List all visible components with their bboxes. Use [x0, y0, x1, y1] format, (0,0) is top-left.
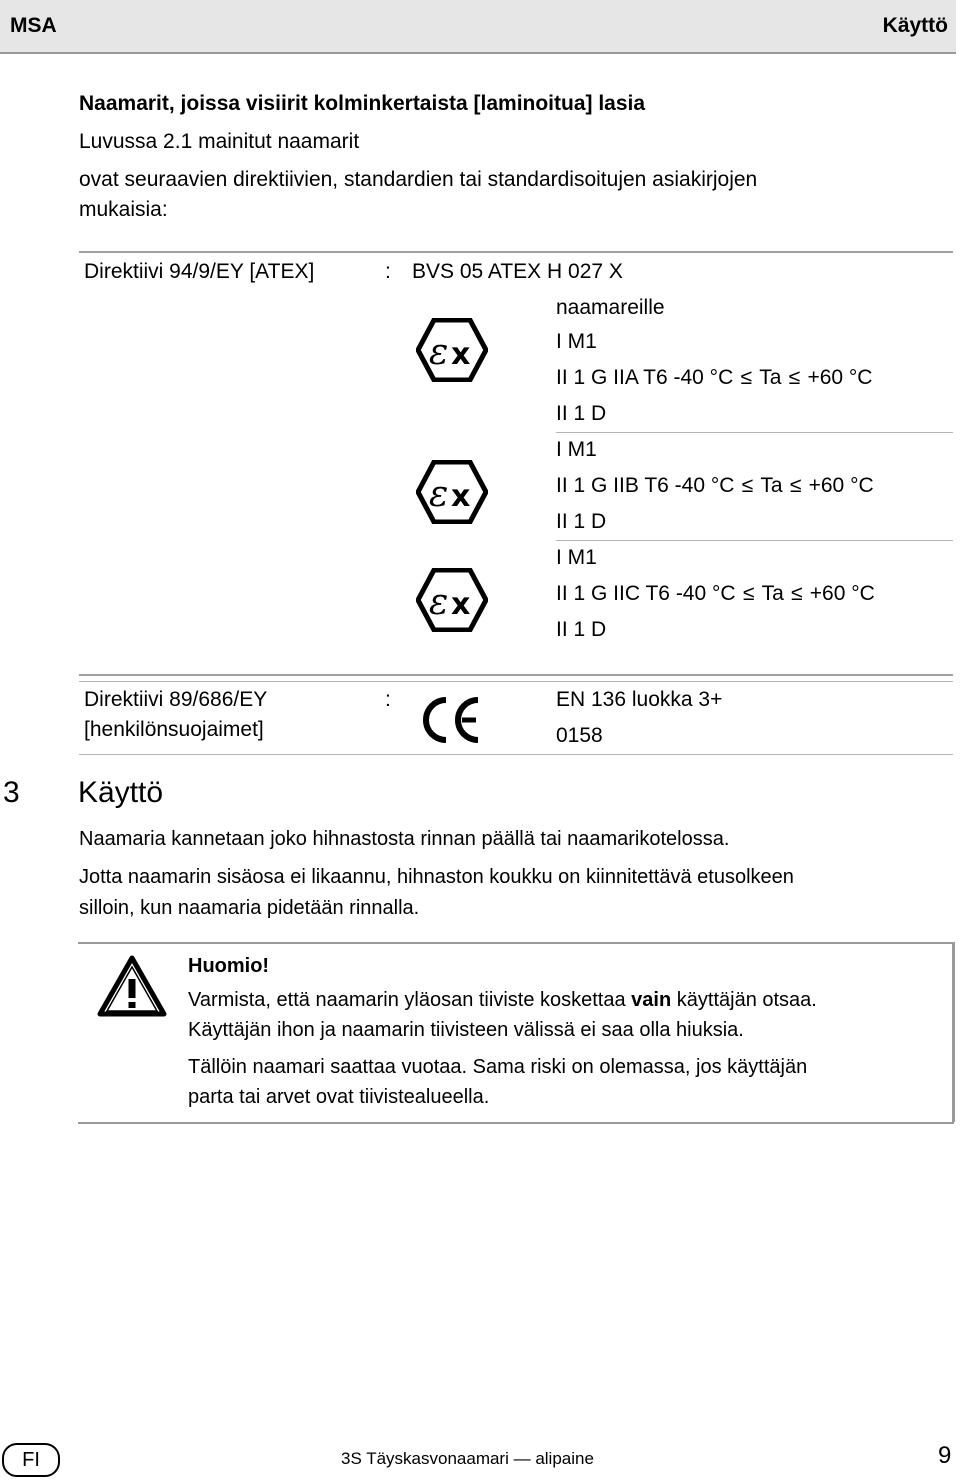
atex-line: II 1 D [556, 402, 607, 425]
svg-text:ɛ: ɛ [429, 332, 449, 373]
language-badge: FI [2, 1443, 60, 1477]
warning-line: Varmista, että naamarin yläosan tiiviste koskettaa vain käyttäjän otsaa. [188, 989, 817, 1011]
intro-heading: Naamarit, joissa visiirit kolminkertaista [laminoitua] lasia [79, 92, 646, 115]
atex-line: II 1 G IIB T6 -40 °C ≤ Ta ≤ +60 °C [556, 474, 874, 497]
warning-line: Käyttäjän ihon ja naamarin tiivisteen välissä ei saa olla hiuksia. [188, 1019, 744, 1041]
warning-box-border [952, 942, 955, 1122]
svg-text:x: x [451, 587, 471, 622]
atex-line: II 1 D [556, 618, 607, 641]
warning-line: parta tai arvet ovat tiivistealueella. [188, 1086, 490, 1108]
body-paragraph: silloin, kun naamaria pidetään rinnalla. [79, 897, 420, 919]
table-rule [79, 681, 953, 682]
section-number: 3 [3, 776, 20, 809]
atex-colon: : [385, 260, 391, 283]
intro-line: ovat seuraavien direktiivien, standardien tai standardisoitujen asiakirjojen [79, 168, 758, 191]
atex-group [556, 324, 872, 432]
svg-text:x: x [451, 337, 471, 372]
ppe-label: Direktiivi 89/686/EY [84, 688, 268, 711]
svg-text:x: x [451, 479, 471, 514]
atex-line: I M1 [556, 438, 597, 461]
section-title: Käyttö [78, 776, 164, 809]
ex-icon [416, 318, 488, 382]
atex-line: I M1 [556, 546, 597, 569]
atex-line: II 1 G IIC T6 -40 °C ≤ Ta ≤ +60 °C [556, 582, 875, 605]
ce-mark-icon [420, 696, 482, 744]
atex-label: Direktiivi 94/9/EY [ATEX] [84, 260, 315, 283]
atex-group [556, 540, 875, 648]
ppe-notified-body: 0158 [556, 724, 603, 747]
atex-line: II 1 D [556, 510, 607, 533]
body-paragraph: Jotta naamarin sisäosa ei likaannu, hihnaston koukku on kiinnitettävä etusolkeen [79, 866, 794, 888]
intro-line: Luvussa 2.1 mainitut naamarit [79, 130, 360, 153]
ppe-standard: EN 136 luokka 3+ [556, 688, 723, 711]
atex-cert: BVS 05 ATEX H 027 X [412, 260, 623, 283]
warning-title: Huomio! [188, 955, 270, 977]
svg-text:ɛ: ɛ [429, 474, 449, 515]
body-paragraph: Naamaria kannetaan joko hihnastosta rinnan päällä tai naamarikotelossa. [79, 828, 730, 850]
section-label: Käyttö [882, 14, 948, 37]
atex-group [556, 432, 874, 540]
intro-line: mukaisia: [79, 198, 168, 221]
atex-for-masks: naamareille [556, 296, 665, 319]
svg-text:ɛ: ɛ [429, 582, 449, 623]
table-rule [79, 251, 953, 253]
table-rule [79, 674, 953, 676]
ex-icon [416, 460, 488, 524]
atex-line: I M1 [556, 330, 597, 353]
warning-line: Tällöin naamari saattaa vuotaa. Sama riski on olemassa, jos käyttäjän [188, 1056, 808, 1078]
table-rule [79, 754, 953, 755]
ex-icon [416, 568, 488, 632]
atex-line: II 1 G IIA T6 -40 °C ≤ Ta ≤ +60 °C [556, 366, 873, 389]
warning-triangle-icon [97, 955, 167, 1017]
ppe-label: [henkilönsuojaimet] [84, 718, 264, 741]
brand-label: MSA [10, 14, 57, 37]
ppe-colon: : [385, 688, 391, 711]
footer-title: 3S Täyskasvonaamari — alipaine [341, 1449, 594, 1468]
page-header [0, 0, 956, 54]
page-number: 9 [938, 1442, 952, 1469]
